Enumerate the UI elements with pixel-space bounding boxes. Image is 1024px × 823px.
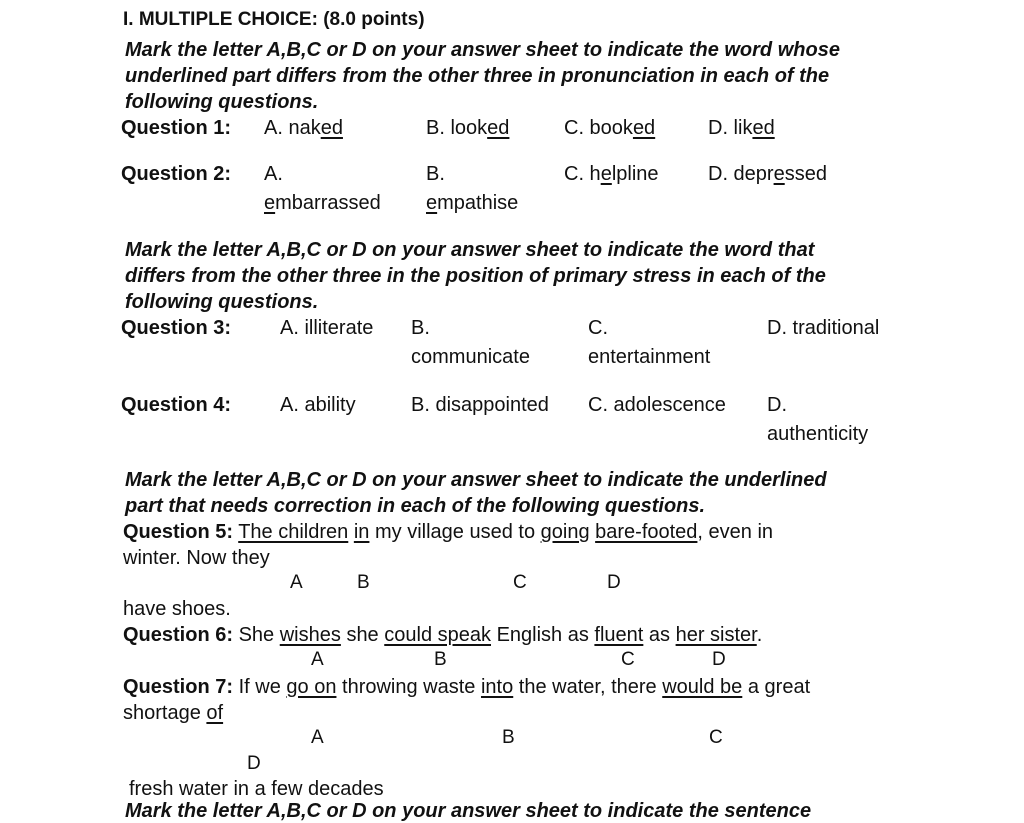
question-1-option-b[interactable]: B. looked: [426, 117, 510, 139]
question-4-option-a[interactable]: A. ability: [280, 394, 356, 416]
question-7-sentence-line-1: Question 7: If we go on throwing waste into the water, there would be a great: [123, 676, 811, 698]
question-5-part-a[interactable]: The children: [238, 521, 349, 543]
question-7-sentence-line-2: shortage of: [123, 702, 224, 724]
question-6-label: Question 6:: [123, 624, 234, 646]
question-1-option-c[interactable]: C. booked: [564, 117, 656, 139]
question-5-sentence-line-3: have shoes.: [123, 598, 231, 620]
question-3-label: Question 3:: [121, 317, 232, 339]
question-5-letter-d: D: [607, 572, 621, 593]
question-3-option-c-word[interactable]: entertainment: [588, 346, 711, 368]
question-4-option-d-word[interactable]: authenticity: [767, 423, 869, 445]
question-6-sentence: Question 6: She wishes she could speak English as fluent as her sister.: [123, 624, 763, 646]
question-2-option-a-letter[interactable]: A.: [264, 163, 283, 185]
question-4-label: Question 4:: [121, 394, 232, 416]
question-6-part-b[interactable]: could speak: [384, 624, 491, 646]
instruction-line: underlined part differs from the other three in pronunciation in each of the: [125, 65, 830, 87]
instruction-line: differs from the other three in the position of primary stress in each of the: [125, 265, 826, 287]
instruction-line: following questions.: [125, 291, 319, 313]
next-instruction-cutoff: Mark the letter A,B,C or D on your answer sheet to indicate the sentence: [125, 800, 812, 822]
question-5-sentence-line-2: winter. Now they: [123, 547, 270, 569]
question-5-letter-c: C: [513, 572, 527, 593]
question-7-part-a[interactable]: go on: [286, 676, 337, 698]
question-2-option-a-word[interactable]: embarrassed: [264, 192, 381, 214]
question-6-letter-c: C: [621, 649, 635, 670]
question-5-label: Question 5:: [123, 521, 234, 543]
question-5-part-c[interactable]: going: [540, 521, 590, 543]
question-7-letter-a: A: [311, 727, 324, 748]
question-5-part-d[interactable]: bare-footed: [595, 521, 698, 543]
question-3-option-a[interactable]: A. illiterate: [280, 317, 374, 339]
instruction-line: Mark the letter A,B,C or D on your answer sheet to indicate the underlined: [125, 469, 827, 491]
question-1-option-d[interactable]: D. liked: [708, 117, 775, 139]
question-6-letter-a: A: [311, 649, 324, 670]
question-7-sentence-line-3: fresh water in a few decades: [129, 778, 384, 800]
question-5-sentence-line-1: Question 5: The children in my village used to going bare-footed, even in: [123, 521, 774, 543]
question-4-option-b[interactable]: B. disappointed: [411, 394, 549, 416]
question-4-option-d-letter[interactable]: D.: [767, 394, 787, 416]
question-1-label: Question 1:: [121, 117, 232, 139]
question-6-part-c[interactable]: fluent: [594, 624, 644, 646]
question-7-letter-b: B: [502, 727, 515, 748]
question-7-label: Question 7:: [123, 676, 234, 698]
question-2-label: Question 2:: [121, 163, 232, 185]
instruction-line: Mark the letter A,B,C or D on your answer sheet to indicate the word that: [125, 239, 815, 261]
question-5-part-b[interactable]: in: [353, 521, 370, 543]
instruction-line: following questions.: [125, 91, 319, 113]
question-2-option-d[interactable]: D. depressed: [708, 163, 827, 185]
question-3-option-d[interactable]: D. traditional: [767, 317, 880, 339]
instruction-line: Mark the letter A,B,C or D on your answer sheet to indicate the word whose: [125, 39, 840, 61]
question-5-letter-b: B: [357, 572, 370, 593]
question-7-letter-c: C: [709, 727, 723, 748]
question-4-option-c[interactable]: C. adolescence: [588, 394, 726, 416]
question-3-option-b-word[interactable]: communicate: [411, 346, 530, 368]
question-5-letter-a: A: [290, 572, 303, 593]
question-1-option-a[interactable]: A. naked: [264, 117, 343, 139]
question-3-option-b-letter[interactable]: B.: [411, 317, 430, 339]
question-7-part-b[interactable]: into: [480, 676, 514, 698]
instruction-line: part that needs correction in each of the following questions.: [125, 495, 706, 517]
question-2-option-b-word[interactable]: empathise: [426, 192, 519, 214]
section-title: I. MULTIPLE CHOICE: (8.0 points): [123, 9, 425, 30]
question-6-letter-d: D: [712, 649, 726, 670]
question-6-letter-b: B: [434, 649, 447, 670]
question-2-option-b-letter[interactable]: B.: [426, 163, 445, 185]
question-7-letter-d: D: [247, 753, 261, 774]
question-7-part-d[interactable]: of: [206, 702, 224, 724]
question-6-part-a[interactable]: wishes: [279, 624, 341, 646]
question-2-option-c[interactable]: C. helpline: [564, 163, 659, 185]
question-3-option-c-letter[interactable]: C.: [588, 317, 608, 339]
question-7-part-c[interactable]: would be: [662, 676, 743, 698]
question-6-part-d[interactable]: her sister: [675, 624, 757, 646]
